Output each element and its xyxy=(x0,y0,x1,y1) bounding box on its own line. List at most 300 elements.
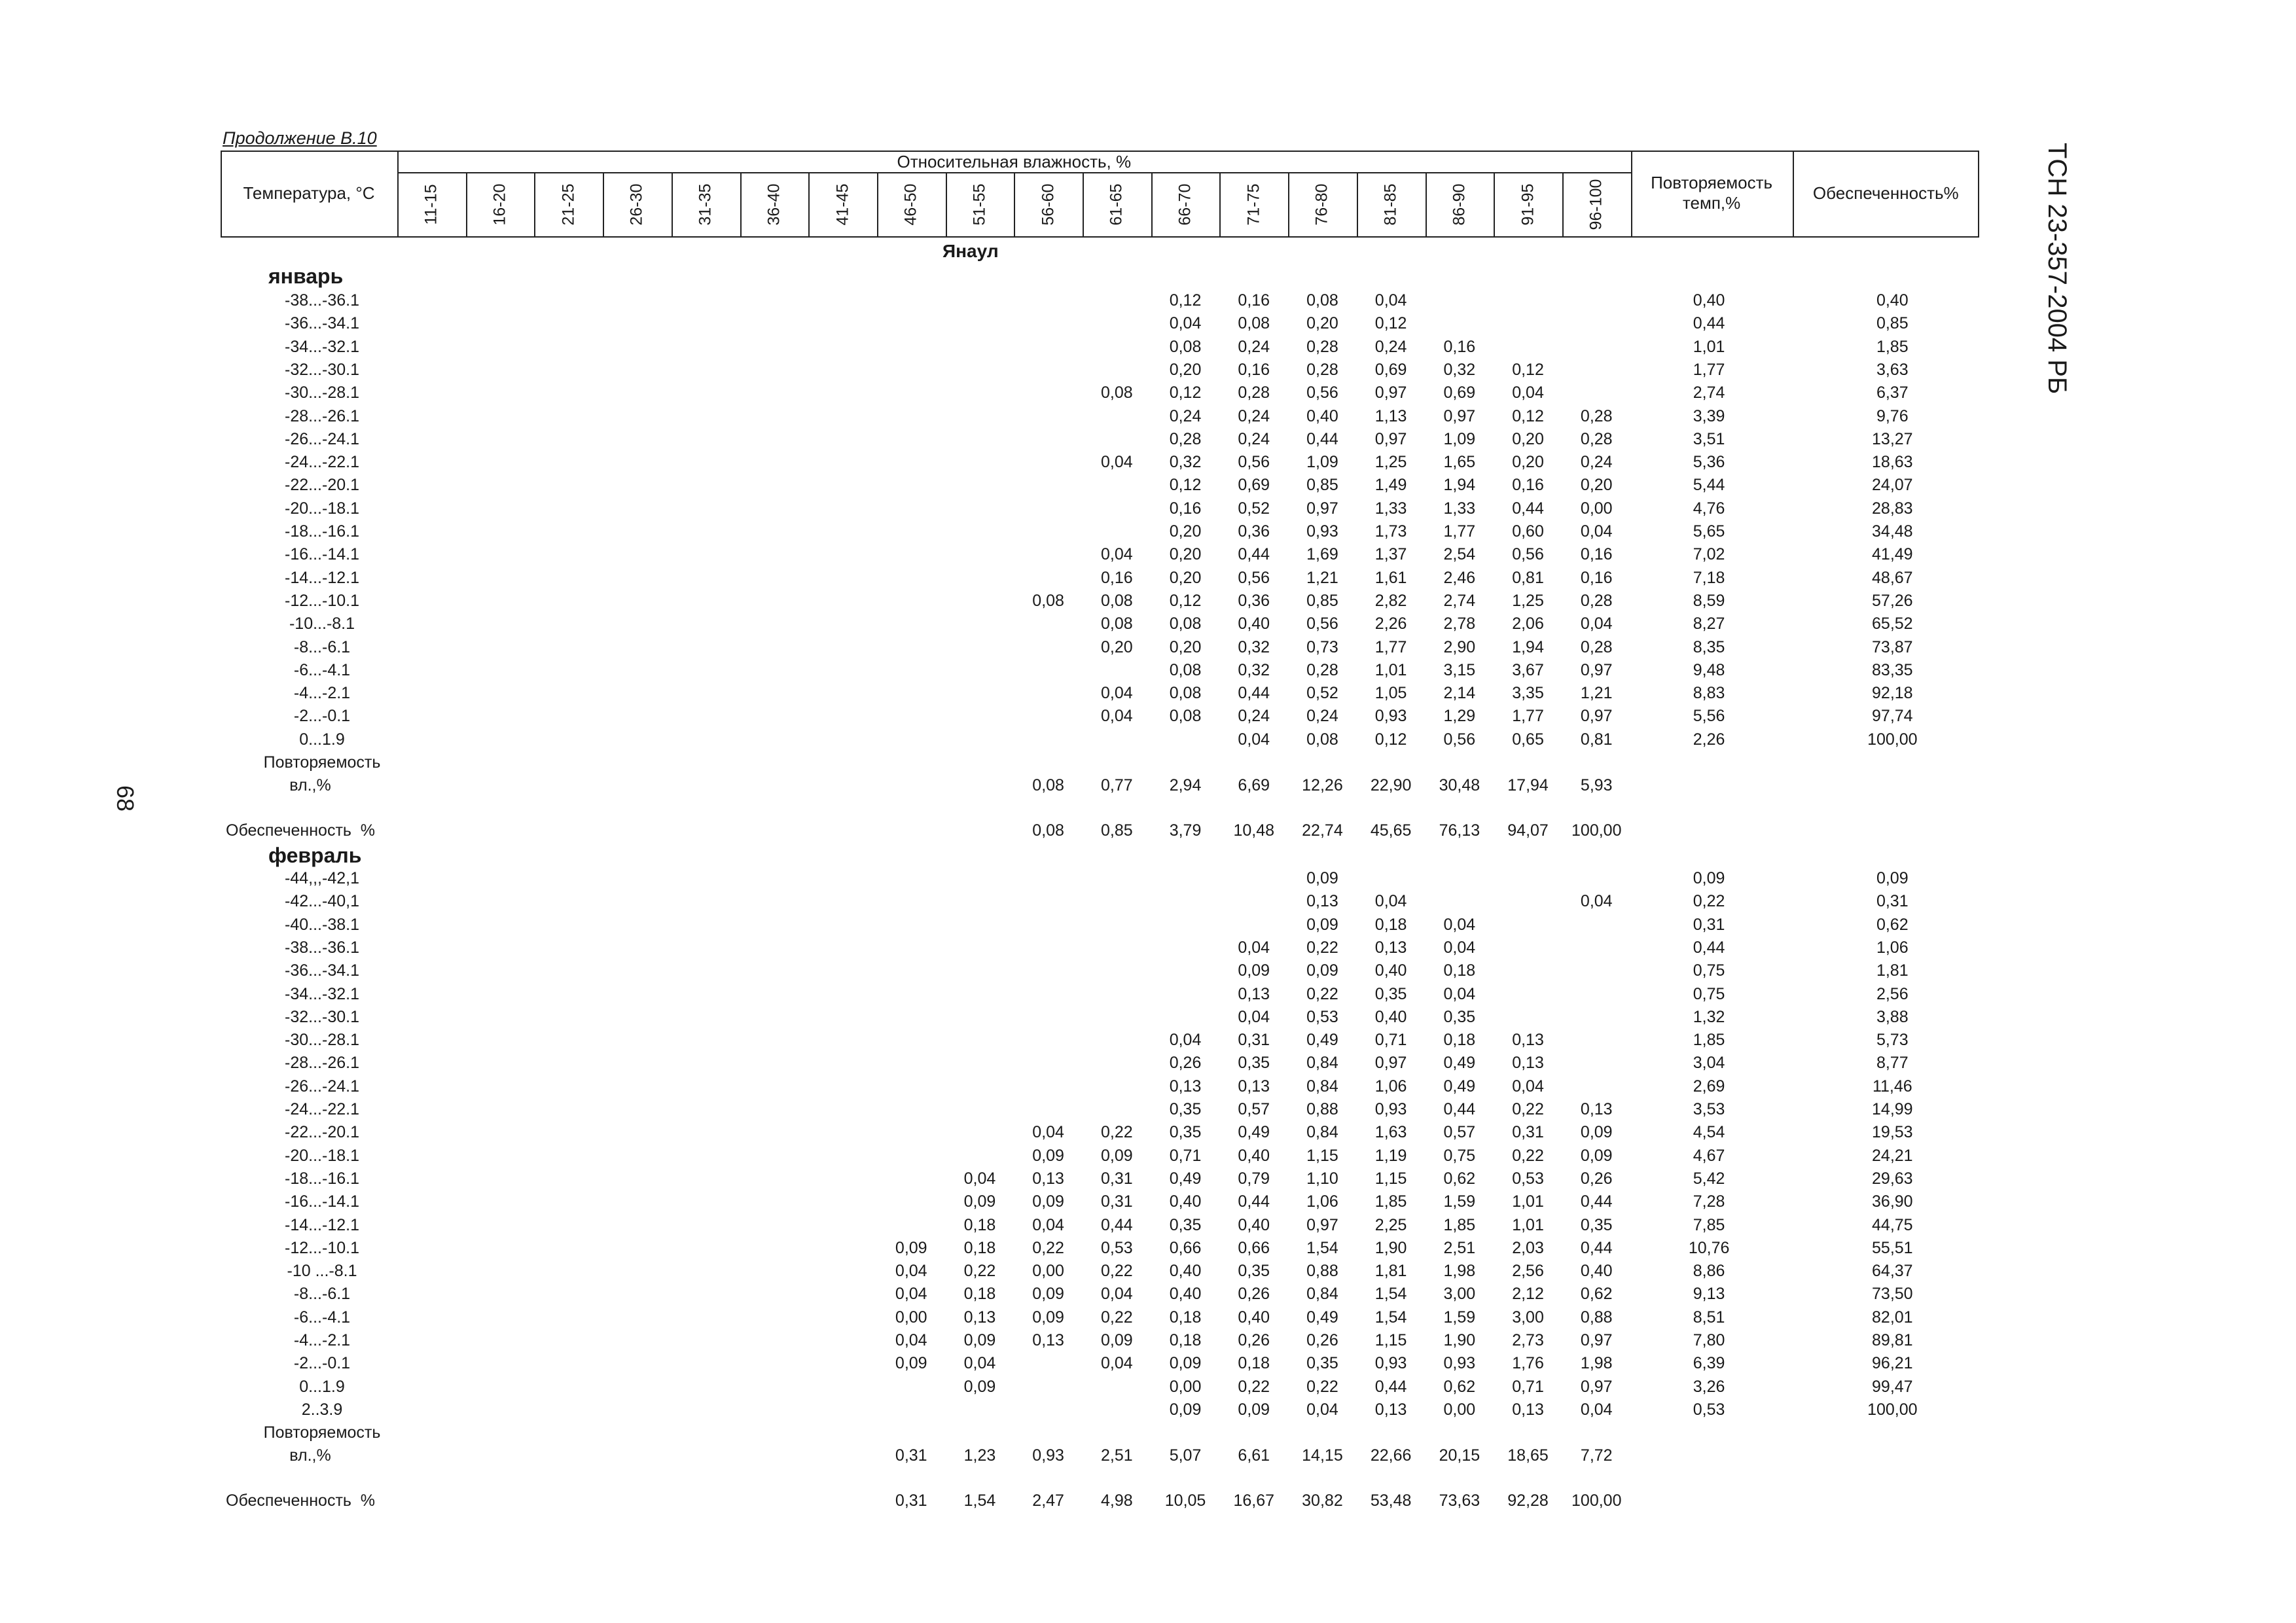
row-temperature-label: -4...-2.1 xyxy=(293,1331,351,1349)
page-number-text: 68 xyxy=(112,785,139,812)
row-repeat-temp: 8,27 xyxy=(1693,615,1725,633)
row-repeat-temp: 1,77 xyxy=(1693,360,1725,379)
table-cell: 1,54 xyxy=(1374,1285,1407,1304)
row-temperature-label: -38...-36.1 xyxy=(285,938,359,957)
table-cell: 1,06 xyxy=(1374,1077,1407,1096)
table-cell: 0,81 xyxy=(1512,568,1544,587)
table-cell: 0,69 xyxy=(1374,360,1407,379)
table-cell: 0,00 xyxy=(1169,1377,1202,1396)
row-temperature-label: -10 ...-8.1 xyxy=(287,1262,357,1281)
row-provision: 57,26 xyxy=(1872,591,1913,610)
repeat-value: 1,23 xyxy=(963,1446,996,1465)
row-provision: 36,90 xyxy=(1872,1192,1913,1211)
table-cell: 0,49 xyxy=(1306,1031,1338,1050)
row-provision: 41,49 xyxy=(1872,545,1913,564)
table-cell: 0,97 xyxy=(1580,707,1613,726)
table-cell: 0,04 xyxy=(1580,892,1613,911)
table-cell: 0,35 xyxy=(1443,1007,1476,1026)
table-cell: 0,26 xyxy=(1169,1054,1202,1073)
table-cell: 0,24 xyxy=(1238,707,1270,726)
table-cell: 0,04 xyxy=(1169,314,1202,333)
table-cell: 0,56 xyxy=(1306,383,1338,402)
table-cell: 1,94 xyxy=(1443,476,1476,495)
row-temperature-label: -24...-22.1 xyxy=(285,453,359,472)
row-provision: 1,81 xyxy=(1876,961,1909,980)
repeat-value: 0,93 xyxy=(1032,1446,1064,1465)
table-cell: 0,18 xyxy=(1169,1331,1202,1349)
table-cell: 0,04 xyxy=(1580,522,1613,541)
row-repeat-temp: 5,65 xyxy=(1693,522,1725,541)
table-cell: 0,20 xyxy=(1169,637,1202,656)
row-provision: 100,00 xyxy=(1867,730,1918,749)
header-column-46-50: 46-50 xyxy=(901,183,920,226)
row-temperature-label: 0...1.9 xyxy=(299,1377,345,1396)
table-cell: 0,08 xyxy=(1169,615,1202,633)
repeat-value: 30,48 xyxy=(1439,776,1480,794)
table-cell: 0,04 xyxy=(1238,938,1270,957)
table-cell: 0,09 xyxy=(1238,961,1270,980)
station-name: Янаул xyxy=(942,241,999,261)
table-cell: 0,22 xyxy=(1238,1377,1270,1396)
row-repeat-temp: 0,75 xyxy=(1693,961,1725,980)
row-temperature-label: -40...-38.1 xyxy=(285,915,359,934)
table-cell: 0,71 xyxy=(1374,1031,1407,1050)
table-cell: 0,28 xyxy=(1580,637,1613,656)
table-cell: 0,04 xyxy=(963,1169,996,1188)
row-provision: 55,51 xyxy=(1872,1238,1913,1257)
row-repeat-temp: 5,44 xyxy=(1693,476,1725,495)
row-repeat-temp: 5,36 xyxy=(1693,453,1725,472)
table-cell: 0,66 xyxy=(1169,1238,1202,1257)
row-temperature-label: -8...-6.1 xyxy=(293,1285,351,1304)
table-cell: 0,04 xyxy=(1443,915,1476,934)
table-cell: 0,22 xyxy=(1101,1262,1133,1281)
provision-value: 76,13 xyxy=(1439,821,1480,840)
table-cell: 0,53 xyxy=(1101,1238,1133,1257)
repeat-value: 5,07 xyxy=(1169,1446,1202,1465)
table-cell: 0,62 xyxy=(1443,1377,1476,1396)
row-temperature-label: -22...-20.1 xyxy=(285,1123,359,1142)
table-cell: 0,44 xyxy=(1512,499,1544,518)
table-cell: 0,35 xyxy=(1169,1100,1202,1118)
table-cell: 0,04 xyxy=(895,1331,927,1349)
table-cell: 0,88 xyxy=(1580,1308,1613,1327)
table-cell: 0,44 xyxy=(1238,545,1270,564)
table-cell: 0,28 xyxy=(1169,429,1202,448)
table-cell: 0,88 xyxy=(1306,1262,1338,1281)
row-repeat-temp: 9,48 xyxy=(1693,660,1725,679)
table-cell: 0,09 xyxy=(1306,961,1338,980)
row-repeat-temp: 2,74 xyxy=(1693,383,1725,402)
table-cell: 0,97 xyxy=(1580,660,1613,679)
table-cell: 0,44 xyxy=(1101,1215,1133,1234)
header-repeat-temp: Повторяемость темп,% xyxy=(1651,173,1773,213)
table-cell: 1,21 xyxy=(1306,568,1338,587)
table-cell: 0,04 xyxy=(1374,892,1407,911)
provision-value: 53,48 xyxy=(1370,1491,1412,1510)
row-repeat-temp: 3,26 xyxy=(1693,1377,1725,1396)
table-cell: 0,84 xyxy=(1306,1077,1338,1096)
table-cell: 0,62 xyxy=(1443,1169,1476,1188)
row-provision: 100,00 xyxy=(1867,1400,1918,1419)
table-cell: 0,12 xyxy=(1169,476,1202,495)
table-cell: 1,54 xyxy=(1374,1308,1407,1327)
table-cell: 0,04 xyxy=(1238,730,1270,749)
row-temperature-label: -14...-12.1 xyxy=(285,568,359,587)
table-cell: 0,04 xyxy=(1580,615,1613,633)
table-cell: 0,08 xyxy=(1306,291,1338,310)
table-cell: 0,00 xyxy=(1580,499,1613,518)
table-cell: 0,35 xyxy=(1169,1123,1202,1142)
table-cell: 0,18 xyxy=(1238,1354,1270,1373)
row-repeat-temp: 7,02 xyxy=(1693,545,1725,564)
header-column-51-55: 51-55 xyxy=(970,183,989,226)
table-cell: 3,00 xyxy=(1512,1308,1544,1327)
table-cell: 1,15 xyxy=(1306,1146,1338,1165)
table-cell: 0,12 xyxy=(1169,591,1202,610)
table-cell: 0,12 xyxy=(1512,406,1544,425)
table-cell: 0,40 xyxy=(1374,1007,1407,1026)
table-cell: 0,04 xyxy=(1101,1285,1133,1304)
row-provision: 29,63 xyxy=(1872,1169,1913,1188)
row-repeat-temp: 3,04 xyxy=(1693,1054,1725,1073)
table-cell: 0,04 xyxy=(1443,984,1476,1003)
row-temperature-label: -16...-14.1 xyxy=(285,1192,359,1211)
table-cell: 0,09 xyxy=(1169,1354,1202,1373)
row-temperature-label: -32...-30.1 xyxy=(285,1007,359,1026)
table-cell: 0,09 xyxy=(1306,915,1338,934)
row-provision: 34,48 xyxy=(1872,522,1913,541)
table-cell: 1,09 xyxy=(1443,429,1476,448)
table-cell: 1,21 xyxy=(1580,684,1613,703)
table-cell: 0,04 xyxy=(1032,1123,1064,1142)
table-cell: 1,01 xyxy=(1374,660,1407,679)
table-cell: 0,52 xyxy=(1306,684,1338,703)
table-cell: 1,54 xyxy=(1306,1238,1338,1257)
table-cell: 0,18 xyxy=(1169,1308,1202,1327)
table-cell: 0,13 xyxy=(1169,1077,1202,1096)
provision-value: 45,65 xyxy=(1370,821,1412,840)
table-cell: 3,35 xyxy=(1512,684,1544,703)
repeat-value: 14,15 xyxy=(1302,1446,1343,1465)
table-cell: 0,04 xyxy=(1512,1077,1544,1096)
table-cell: 0,20 xyxy=(1169,360,1202,379)
row-provision: 19,53 xyxy=(1872,1123,1913,1142)
table-cell: 0,12 xyxy=(1374,730,1407,749)
provision-value: 100,00 xyxy=(1571,1491,1622,1510)
table-caption: Продолжение В.10 xyxy=(223,128,377,148)
row-repeat-temp: 4,67 xyxy=(1693,1146,1725,1165)
row-temperature-label: -34...-32.1 xyxy=(285,337,359,356)
table-cell: 0,65 xyxy=(1512,730,1544,749)
table-cell: 0,31 xyxy=(1238,1031,1270,1050)
table-cell: 1,15 xyxy=(1374,1331,1407,1349)
table-cell: 0,22 xyxy=(1306,984,1338,1003)
row-temperature-label: -18...-16.1 xyxy=(285,1169,359,1188)
row-provision: 8,77 xyxy=(1876,1054,1909,1073)
table-cell: 0,13 xyxy=(1512,1054,1544,1073)
table-cell: 0,60 xyxy=(1512,522,1544,541)
table-cell: 0,08 xyxy=(1306,730,1338,749)
table-cell: 0,62 xyxy=(1580,1285,1613,1304)
table-cell: 0,35 xyxy=(1238,1054,1270,1073)
table-cell: 0,24 xyxy=(1580,453,1613,472)
table-cell: 0,26 xyxy=(1238,1331,1270,1349)
table-cell: 1,59 xyxy=(1443,1308,1476,1327)
row-temperature-label: -12...-10.1 xyxy=(285,591,359,610)
table-cell: 0,13 xyxy=(1306,892,1338,911)
row-provision: 14,99 xyxy=(1872,1100,1913,1118)
table-cell: 0,56 xyxy=(1306,615,1338,633)
row-temperature-label: -16...-14.1 xyxy=(285,545,359,564)
table-cell: 0,56 xyxy=(1238,453,1270,472)
row-provision: 13,27 xyxy=(1872,429,1913,448)
header-column-66-70: 66-70 xyxy=(1175,183,1194,226)
table-cell: 0,08 xyxy=(1169,660,1202,679)
table-cell: 0,18 xyxy=(1443,961,1476,980)
table-cell: 0,08 xyxy=(1101,615,1133,633)
table-cell: 0,09 xyxy=(963,1192,996,1211)
row-repeat-temp: 9,13 xyxy=(1693,1285,1725,1304)
table-cell: 1,29 xyxy=(1443,707,1476,726)
table-cell: 1,19 xyxy=(1374,1146,1407,1165)
row-repeat-temp: 8,51 xyxy=(1693,1308,1725,1327)
row-temperature-label: -34...-32.1 xyxy=(285,984,359,1003)
table-cell: 0,22 xyxy=(1512,1100,1544,1118)
table-cell: 2,82 xyxy=(1374,591,1407,610)
table-cell: 0,66 xyxy=(1238,1238,1270,1257)
row-temperature-label: -28...-26.1 xyxy=(285,406,359,425)
row-repeat-temp: 0,40 xyxy=(1693,291,1725,310)
table-cell: 0,04 xyxy=(895,1285,927,1304)
table-cell: 0,04 xyxy=(1101,545,1133,564)
row-repeat-temp: 7,18 xyxy=(1693,568,1725,587)
row-temperature-label: -6...-4.1 xyxy=(293,660,351,679)
table-cell: 0,93 xyxy=(1374,1100,1407,1118)
table-cell: 0,22 xyxy=(1512,1146,1544,1165)
table-cell: 1,06 xyxy=(1306,1192,1338,1211)
row-provision: 44,75 xyxy=(1872,1215,1913,1234)
row-provision: 65,52 xyxy=(1872,615,1913,633)
table-cell: 0,40 xyxy=(1238,1308,1270,1327)
table-cell: 0,93 xyxy=(1374,1354,1407,1373)
table-cell: 0,18 xyxy=(1374,915,1407,934)
table-cell: 1,49 xyxy=(1374,476,1407,495)
header-column-56-60: 56-60 xyxy=(1039,183,1058,226)
table-cell: 0,40 xyxy=(1306,406,1338,425)
row-repeat-temp: 0,75 xyxy=(1693,984,1725,1003)
table-cell: 0,13 xyxy=(1512,1031,1544,1050)
table-cell: 0,18 xyxy=(963,1285,996,1304)
table-cell: 0,28 xyxy=(1580,406,1613,425)
table-cell: 0,24 xyxy=(1169,406,1202,425)
table-cell: 0,04 xyxy=(1032,1215,1064,1234)
month-label: февраль xyxy=(268,844,362,867)
table-cell: 0,09 xyxy=(963,1377,996,1396)
repeat-label: Повторяемость xyxy=(263,753,381,772)
table-cell: 0,09 xyxy=(1032,1192,1064,1211)
row-repeat-temp: 0,31 xyxy=(1693,915,1725,934)
table-cell: 0,26 xyxy=(1580,1169,1613,1188)
provision-value: 4,98 xyxy=(1101,1491,1133,1510)
table-cell: 0,84 xyxy=(1306,1123,1338,1142)
table-cell: 0,13 xyxy=(1580,1100,1613,1118)
row-temperature-label: -26...-24.1 xyxy=(285,429,359,448)
header-column-21-25: 21-25 xyxy=(559,183,578,226)
table-cell: 0,22 xyxy=(1101,1123,1133,1142)
row-provision: 18,63 xyxy=(1872,453,1913,472)
header-column-71-75: 71-75 xyxy=(1244,183,1263,226)
provision-value: 10,48 xyxy=(1233,821,1275,840)
table-cell: 1,10 xyxy=(1306,1169,1338,1188)
table-cell: 0,32 xyxy=(1443,360,1476,379)
table-cell: 0,04 xyxy=(1169,1031,1202,1050)
row-temperature-label: 2..3.9 xyxy=(301,1400,343,1419)
table-cell: 0,04 xyxy=(1306,1400,1338,1419)
table-cell: 2,03 xyxy=(1512,1238,1544,1257)
table-cell: 0,08 xyxy=(1169,684,1202,703)
table-cell: 0,08 xyxy=(1032,591,1064,610)
provision-value: 1,54 xyxy=(963,1491,996,1510)
row-provision: 89,81 xyxy=(1872,1331,1913,1349)
table-cell: 0,26 xyxy=(1238,1285,1270,1304)
table-cell: 1,90 xyxy=(1374,1238,1407,1257)
row-temperature-label: -20...-18.1 xyxy=(285,499,359,518)
row-repeat-temp: 3,53 xyxy=(1693,1100,1725,1118)
table-cell: 0,49 xyxy=(1238,1123,1270,1142)
row-provision: 97,74 xyxy=(1872,707,1913,726)
row-provision: 64,37 xyxy=(1872,1262,1913,1281)
table-cell: 0,32 xyxy=(1169,453,1202,472)
table-cell: 3,67 xyxy=(1512,660,1544,679)
row-provision: 28,83 xyxy=(1872,499,1913,518)
table-cell: 0,00 xyxy=(1032,1262,1064,1281)
header-humidity: Относительная влажность, % xyxy=(897,152,1132,171)
table-cell: 0,97 xyxy=(1306,499,1338,518)
repeat-value: 18,65 xyxy=(1507,1446,1549,1465)
table-cell: 3,15 xyxy=(1443,660,1476,679)
row-provision: 99,47 xyxy=(1872,1377,1913,1396)
table-cell: 0,20 xyxy=(1101,637,1133,656)
provision-value: 92,28 xyxy=(1507,1491,1549,1510)
table-cell: 0,28 xyxy=(1306,660,1338,679)
table-cell: 0,56 xyxy=(1238,568,1270,587)
table-cell: 0,49 xyxy=(1443,1054,1476,1073)
repeat-value: 7,72 xyxy=(1580,1446,1613,1465)
table-cell: 1,69 xyxy=(1306,545,1338,564)
table-cell: 0,13 xyxy=(1512,1400,1544,1419)
table-cell: 0,09 xyxy=(895,1238,927,1257)
table-cell: 0,09 xyxy=(1032,1146,1064,1165)
row-temperature-label: -38...-36.1 xyxy=(285,291,359,310)
table-cell: 0,40 xyxy=(1169,1192,1202,1211)
table-cell: 0,20 xyxy=(1306,314,1338,333)
row-temperature-label: -30...-28.1 xyxy=(285,383,359,402)
provision-value: 0,85 xyxy=(1101,821,1133,840)
table-cell: 0,20 xyxy=(1512,429,1544,448)
table-cell: 0,08 xyxy=(1101,383,1133,402)
repeat-value: 6,69 xyxy=(1238,776,1270,794)
table-cell: 0,12 xyxy=(1512,360,1544,379)
header-temperature: Температура, °С xyxy=(243,183,375,203)
header-column-36-40: 36-40 xyxy=(764,183,783,226)
row-temperature-label: -4...-2.1 xyxy=(293,684,351,703)
table-cell: 1,25 xyxy=(1374,453,1407,472)
row-repeat-temp: 2,69 xyxy=(1693,1077,1725,1096)
header-column-61-65: 61-65 xyxy=(1107,183,1126,226)
provision-value: 22,74 xyxy=(1302,821,1343,840)
table-cell: 0,16 xyxy=(1512,476,1544,495)
row-temperature-label: -6...-4.1 xyxy=(293,1308,351,1327)
table-cell: 1,65 xyxy=(1443,453,1476,472)
table-cell: 0,13 xyxy=(1374,1400,1407,1419)
table-cell: 0,04 xyxy=(1443,938,1476,957)
repeat-value: 6,61 xyxy=(1238,1446,1270,1465)
row-repeat-temp: 1,32 xyxy=(1693,1007,1725,1026)
table-cell: 0,20 xyxy=(1580,476,1613,495)
row-temperature-label: -32...-30.1 xyxy=(285,360,359,379)
table-cell: 0,16 xyxy=(1238,360,1270,379)
table-cell: 0,26 xyxy=(1306,1331,1338,1349)
table-cell: 0,97 xyxy=(1374,1054,1407,1073)
table-cell: 1,05 xyxy=(1374,684,1407,703)
document-code-text: ТСН 23-357-2004 РБ xyxy=(2043,143,2072,395)
table-cell: 0,71 xyxy=(1512,1377,1544,1396)
row-repeat-temp: 8,83 xyxy=(1693,684,1725,703)
table-cell: 0,18 xyxy=(1443,1031,1476,1050)
row-temperature-label: -36...-34.1 xyxy=(285,314,359,333)
table-cell: 0,09 xyxy=(1169,1400,1202,1419)
table-cell: 0,13 xyxy=(1032,1331,1064,1349)
table-cell: 0,24 xyxy=(1238,429,1270,448)
row-repeat-temp: 7,80 xyxy=(1693,1331,1725,1349)
table-cell: 0,00 xyxy=(895,1308,927,1327)
table-cell: 1,01 xyxy=(1512,1215,1544,1234)
table-cell: 1,98 xyxy=(1443,1262,1476,1281)
table-cell: 0,97 xyxy=(1443,406,1476,425)
table-cell: 0,08 xyxy=(1101,591,1133,610)
provision-value: 73,63 xyxy=(1439,1491,1480,1510)
repeat-value: 0,08 xyxy=(1032,776,1064,794)
row-repeat-temp: 7,28 xyxy=(1693,1192,1725,1211)
table-cell: 0,12 xyxy=(1169,291,1202,310)
repeat-value: 2,94 xyxy=(1169,776,1202,794)
table-cell: 1,76 xyxy=(1512,1354,1544,1373)
table-cell: 0,22 xyxy=(1101,1308,1133,1327)
table-cell: 0,44 xyxy=(1238,684,1270,703)
table-cell: 1,77 xyxy=(1443,522,1476,541)
row-provision: 2,56 xyxy=(1876,984,1909,1003)
table-cell: 1,81 xyxy=(1374,1262,1407,1281)
table-cell: 0,18 xyxy=(963,1215,996,1234)
row-temperature-label: -42...-40,1 xyxy=(285,892,359,911)
table-cell: 0,93 xyxy=(1374,707,1407,726)
row-provision: 96,21 xyxy=(1872,1354,1913,1373)
repeat-value: 0,31 xyxy=(895,1446,927,1465)
header-column-26-30: 26-30 xyxy=(627,183,646,226)
table-cell: 1,73 xyxy=(1374,522,1407,541)
row-repeat-temp: 3,39 xyxy=(1693,406,1725,425)
header-column-16-20: 16-20 xyxy=(490,183,509,226)
table-cell: 0,04 xyxy=(895,1262,927,1281)
row-repeat-temp: 6,39 xyxy=(1693,1354,1725,1373)
table-cell: 0,40 xyxy=(1238,615,1270,633)
table-cell: 0,20 xyxy=(1169,522,1202,541)
table-cell: 0,13 xyxy=(1032,1169,1064,1188)
table-cell: 0,24 xyxy=(1306,707,1338,726)
row-provision: 6,37 xyxy=(1876,383,1909,402)
table-cell: 0,08 xyxy=(1238,314,1270,333)
